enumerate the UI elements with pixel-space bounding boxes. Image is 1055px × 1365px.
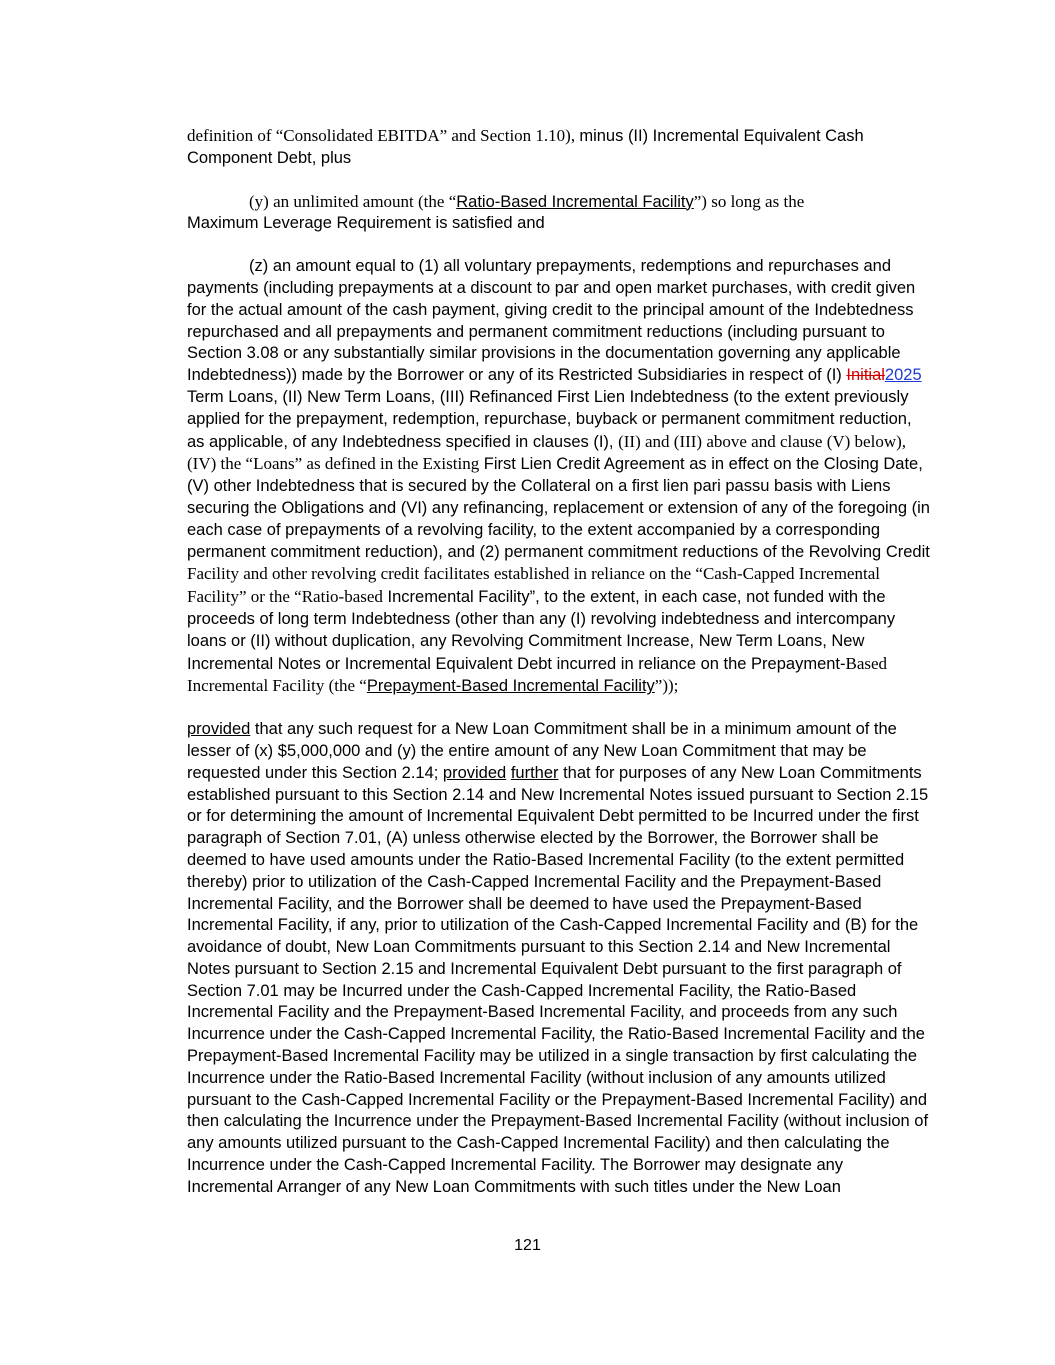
- text: Incremental Facility”, to the extent, in each case, not funded with the proceeds of long term Indebtedness (other than any (I) revolving indebtedness and intercompany loans or (II) without duplication, any Revolving Commitment Increase, New Term Loans, New Incremental Notes or Incremental Equivalent Debt incurred in reliance on the Prepayment-: [187, 588, 896, 673]
- serif-text: definition of “Consolidated EBITDA” and Section 1.10),: [187, 126, 580, 145]
- serif-text: Facility and other revolving credit facilitates established in reliance on the “Cash-Capped Incremental Facility” or the “Ratio-based: [187, 564, 880, 607]
- text: Maximum Leverage Requirement is satisfied and: [187, 214, 545, 233]
- paragraph-proviso: [187, 719, 932, 1199]
- serif-text: ”) so long as the: [693, 191, 805, 211]
- text: First Lien Credit Agreement as in effect on the Closing Date, (V) other Indebtedness that is secured by the Collateral on a first lien pari passu basis with Liens securing the Obligations and (VI) any refinancing, replacement or extension of any of the foregoing (in each case of prepayments of a revolving facility, to the extent accompanied by a corresponding permanent commitment reduction), and (2) permanent commitment reductions of the Revolving Credit: [187, 455, 930, 561]
- serif-text: ”));: [654, 676, 679, 696]
- text: that for purposes of any New Loan Commitments established pursuant to this Section 2.14 and New Incremental Notes issued pursuant to Section 2.15 or for determining the amount of Incremental Equivalent Debt permitted to be Incurred under the first paragraph of Section 7.01, (A) unless otherwise elected by the Borrower, the Borrower shall be deemed to have used amounts under the Ratio-Based Incremental Facility (to the extent permitted thereby) prior to utilization of the Cash-Capped Incremental Facility and the Prepayment-Based Incremental Facility, and the Borrower shall be deemed to have used the Prepayment-Based Incremental Facility, if any, prior to utilization of the Cash-Capped Incremental Facility and (B) for the avoidance of doubt, New Loan Commitments pursuant to this Section 2.14 and New Incremental Notes pursuant to Section 2.15 and Incremental Equivalent Debt pursuant to the first paragraph of Section 7.01 may be Incurred under the Cash-Capped Incremental Facility, the Ratio-Based Incremental Facility and the Prepayment-Based Incremental Facility, and proceeds from any such Incurrence under the Cash-Capped Incremental Facility, the Ratio-Based Incremental Facility and the Prepayment-Based Incremental Facility may be utilized in a single transaction by first calculating the Incurrence under the Ratio-Based Incremental Facility (without inclusion of any amounts utilized pursuant to the Cash-Capped Incremental Facility or the Prepayment-Based Incremental Facility) and then calculating the Incurrence under the Prepayment-Based Incremental Facility (without inclusion of any amounts utilized pursuant to the Cash-Capped Incremental Facility) and then calculating the Incurrence under the Cash-Capped Incremental Facility. The Borrower may designate any Incremental Arranger of any New Loan Commitments with such titles under the New Loan: [187, 763, 929, 1196]
- text: that any such request for a New Loan Commitment shall be in a minimum amount of the lesser of (x) $5,000,000 and (y) the entire amount of any New Loan Commitment that may be requested under this Section 2.14;: [187, 720, 897, 782]
- text: Term Loans, (II) New Term Loans, (III) Refinanced First Lien Indebtedness (to the extent previously applied for the prepayment, redemption, repurchase, buyback or permanent commitment reduction, as applicable, of any Indebtedness specified in clauses (I),: [187, 387, 912, 451]
- serif-text: Based Incremental Facility (the “: [187, 653, 888, 696]
- paragraph-continuation: [187, 125, 932, 170]
- paragraph-clause-z: [187, 256, 932, 698]
- defined-term-prepayment-based: Prepayment-Based Incremental Facility: [366, 677, 655, 696]
- inserted-text: 2025: [884, 366, 922, 385]
- further-term: further: [510, 763, 559, 782]
- page-number: 121: [514, 1237, 541, 1254]
- paragraph-clause-y: [187, 191, 932, 236]
- provided-term: provided: [187, 720, 251, 739]
- text: (z) an amount equal to (1) all voluntary prepayments, redemptions and repurchases and payments (including prepayments at a discount to par and open market purchases, with credit given for the actual amount of the cash payment, giving credit to the principal amount of the Indebtedness repurchased and all prepayments and permanent commitment reductions (including pursuant to Section 3.08 or any substantially similar provisions in the documentation governing any applicable Indebtedness)) made by the Borrower or any of its Restricted Subsidiaries in respect of (I): [187, 257, 916, 385]
- serif-text: (II) and (III) above and clause (V) below), (IV) the “Loans” as defined in the Existing: [187, 431, 907, 474]
- document-page: [187, 125, 932, 1220]
- deleted-text: Initial: [846, 366, 885, 385]
- defined-term-ratio-based: Ratio-Based Incremental Facility: [456, 192, 694, 211]
- provided-term: provided: [442, 763, 507, 782]
- text: minus (II) Incremental Equivalent Cash Component Debt, plus: [187, 127, 864, 167]
- serif-text: (y) an unlimited amount (the “: [249, 191, 457, 211]
